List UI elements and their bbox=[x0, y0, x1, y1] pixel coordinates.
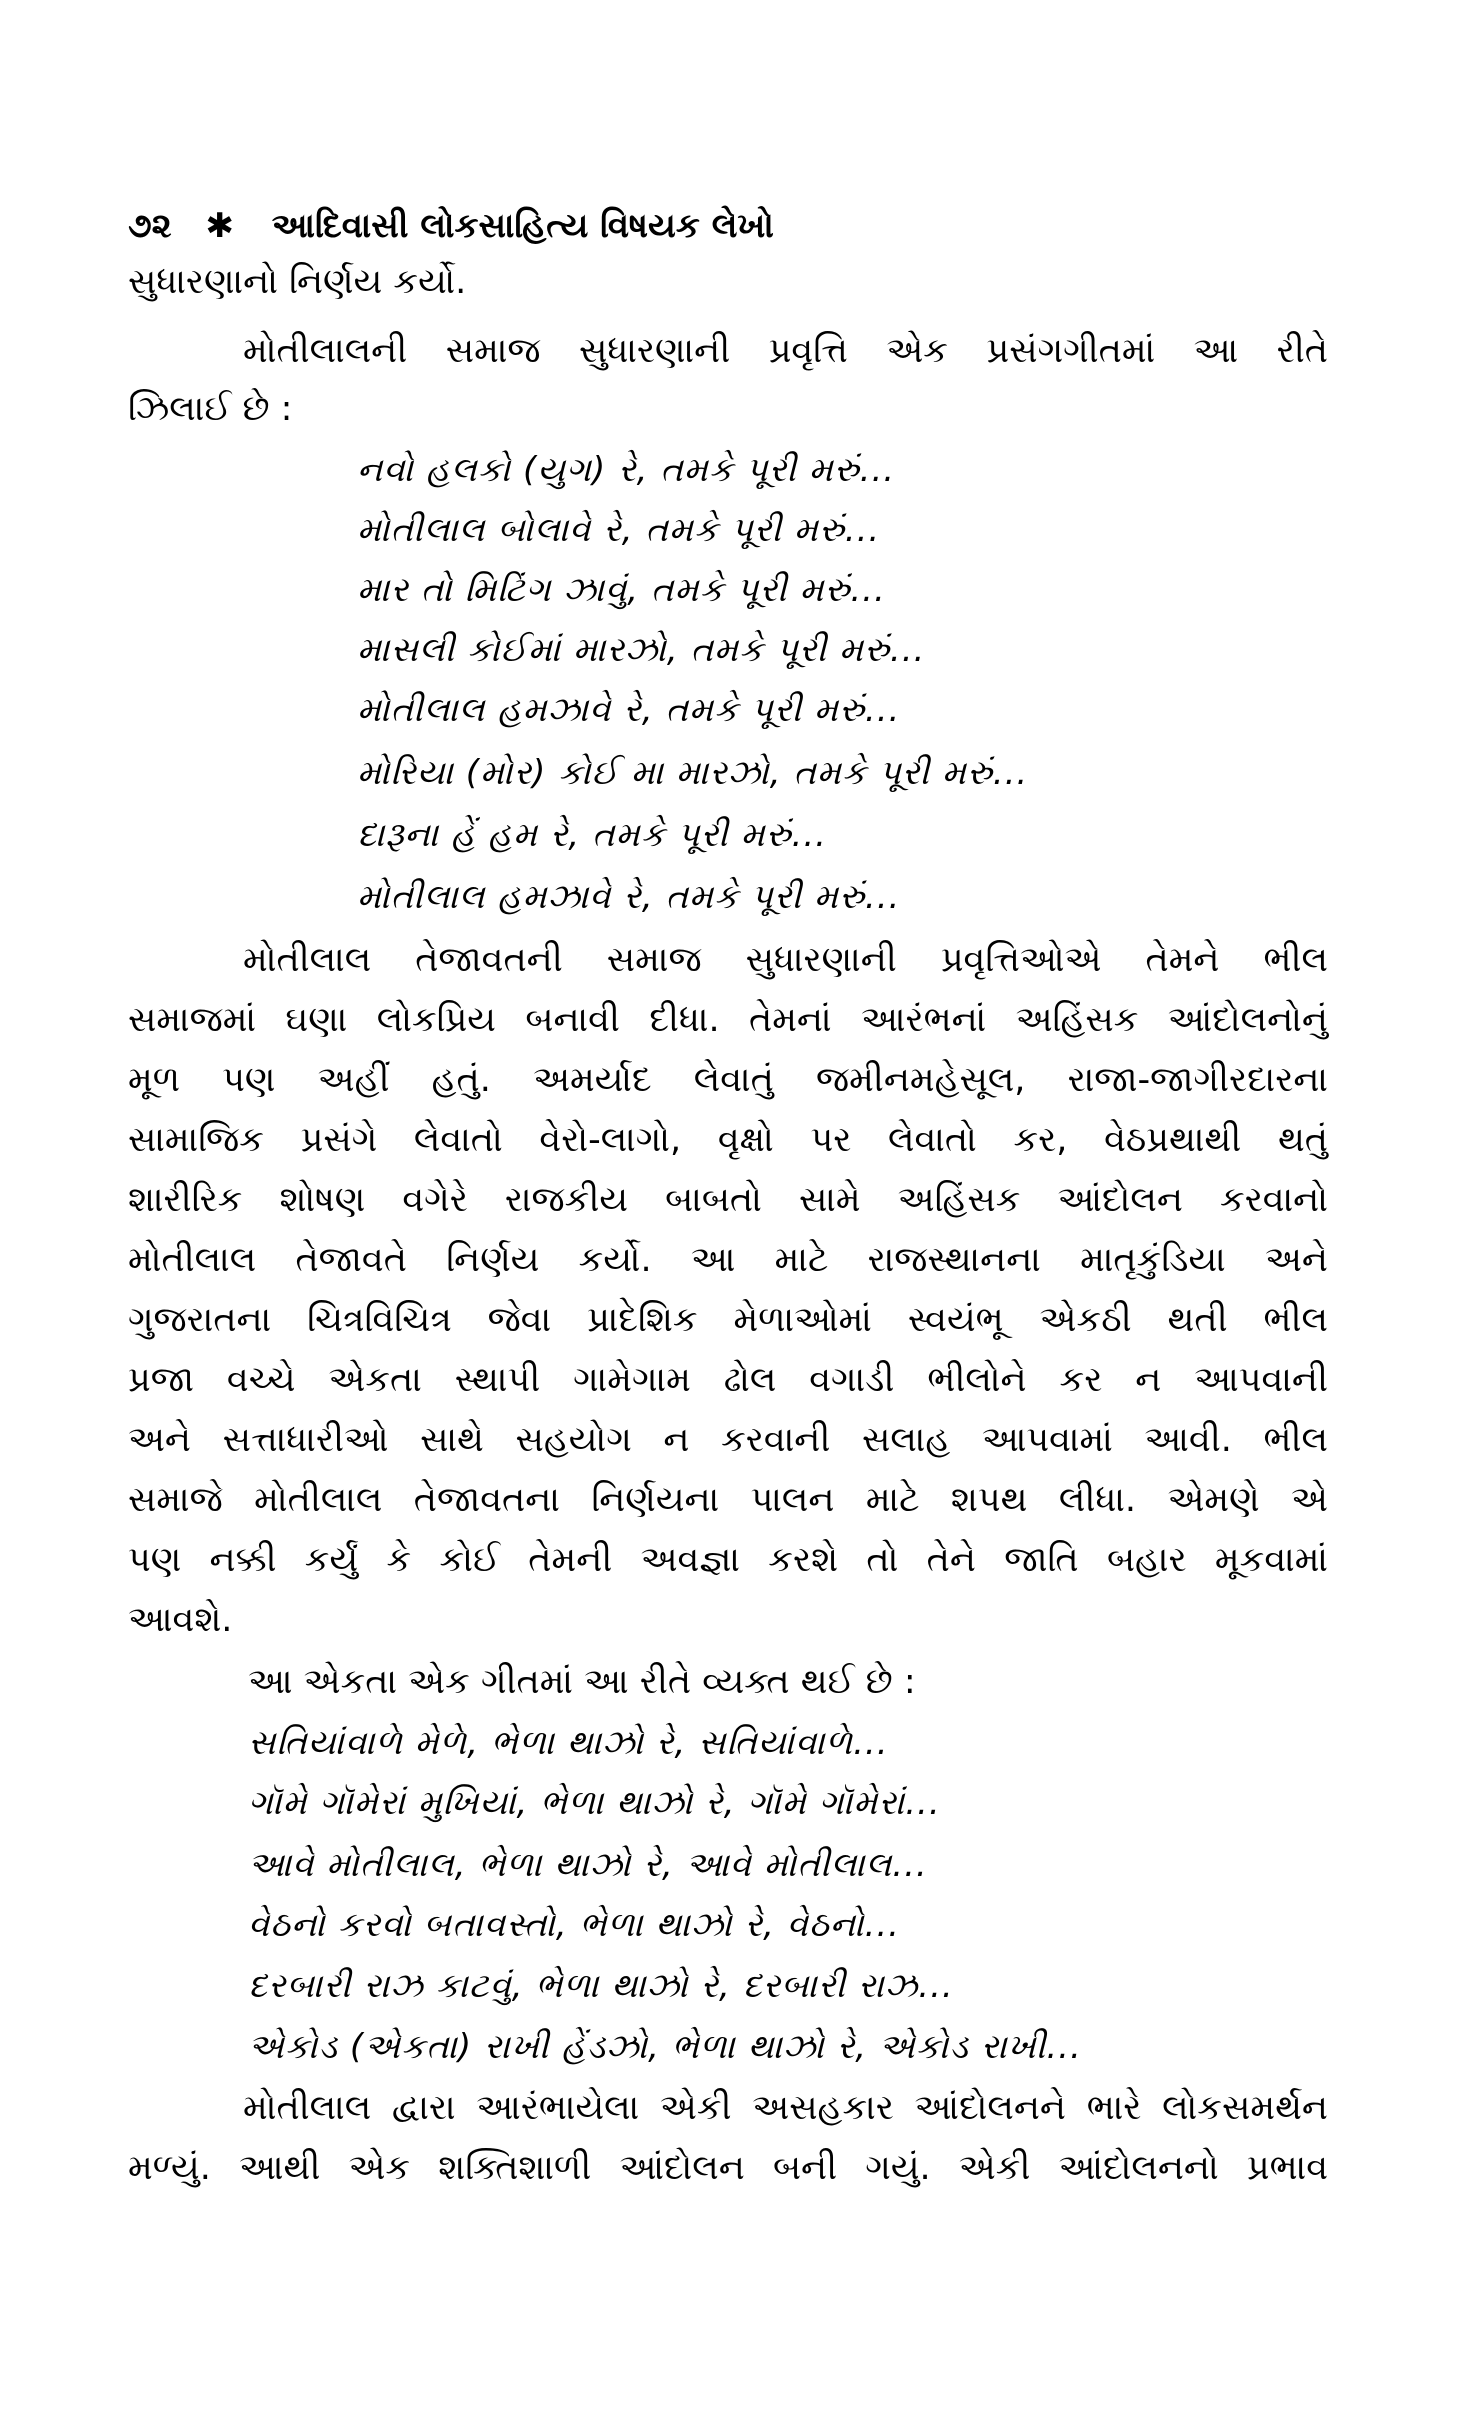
text-line: સમાજે મોતીલાલ તેજાવતના નિર્ણયના પાલન માટે શપથ લીધા. એમણે એ bbox=[128, 1480, 1328, 1520]
text-line: સુધારણાનો નિર્ણય કર્યો. bbox=[128, 262, 467, 302]
text-line: ઝિલાઈ છે : bbox=[128, 389, 293, 429]
song-line: વેઠનો કરવો બતાવસ્તો, ભેળા થાઝો રે, વેઠનો... bbox=[248, 1905, 900, 1945]
text-line: મોતીલાલ તેજાવતની સમાજ સુધારણાની પ્રવૃત્તિઓએ તેમને ભીલ bbox=[243, 940, 1328, 980]
text-line: સમાજમાં ઘણા લોકપ્રિય બનાવી દીધા. તેમનાં આરંભનાં અહિંસક આંદોલનોનું bbox=[128, 1000, 1328, 1040]
text-line: ગુજરાતના ચિત્રવિચિત્ર જેવા પ્રાદેશિક મેળાઓમાં સ્વયંભૂ એકઠી થતી ભીલ bbox=[128, 1300, 1328, 1340]
page-number: ૭૨ bbox=[128, 206, 172, 246]
song-line: નવો હલકો (યુગ) રે, તમકે પૂરી મરું... bbox=[357, 450, 896, 490]
song-line: મોતીલાલ હમઝાવે રે, તમકે પૂરી મરું... bbox=[357, 877, 901, 917]
song-line: મોતીલાલ હમઝાવે રે, તમકે પૂરી મરું... bbox=[357, 690, 901, 730]
text-line: મોતીલાલની સમાજ સુધારણાની પ્રવૃત્તિ એક પ્રસંગગીતમાં આ રીતે bbox=[243, 331, 1328, 371]
book-title: આદિવાસી લોકસાહિત્ય વિષયક લેખો bbox=[271, 206, 774, 246]
text-line: આ એકતા એક ગીતમાં આ રીતે વ્યક્ત થઈ છે : bbox=[248, 1662, 916, 1702]
text-line: પ્રજા વચ્ચે એકતા સ્થાપી ગામેગામ ઢોલ વગાડી ભીલોને કર ન આપવાની bbox=[128, 1360, 1328, 1400]
text-line: મોતીલાલ દ્વારા આરંભાયેલા એકી અસહકાર આંદોલનને ભારે લોકસમર્થન bbox=[243, 2088, 1328, 2128]
asterisk-ornament-icon: ✱ bbox=[205, 206, 234, 246]
song-line: માર તો મિટિંગ ઝાવું, તમકે પૂરી મરું... bbox=[357, 570, 886, 610]
song-line: ગૉમે ગૉમેરાં મુખિયાં, ભેળા થાઝો રે, ગૉમે ગૉમેરાં... bbox=[248, 1783, 941, 1823]
song-line: મોતીલાલ બોલાવે રે, તમકે પૂરી મરું... bbox=[357, 510, 881, 550]
text-line: સામાજિક પ્રસંગે લેવાતો વેરો-લાગો, વૃક્ષો પર લેવાતો કર, વેઠપ્રથાથી થતું bbox=[128, 1120, 1328, 1160]
song-line: આવે મોતીલાલ, ભેળા થાઝો રે, આવે મોતીલાલ... bbox=[248, 1845, 928, 1885]
text-line: પણ નક્કી કર્યું કે કોઈ તેમની અવજ્ઞા કરશે તો તેને જાતિ બહાર મૂકવામાં bbox=[128, 1540, 1328, 1580]
text-line: શારીરિક શોષણ વગેરે રાજકીય બાબતો સામે અહિંસક આંદોલન કરવાનો bbox=[128, 1180, 1328, 1220]
running-header bbox=[128, 206, 774, 246]
text-line: આવશે. bbox=[128, 1600, 233, 1640]
text-line: મોતીલાલ તેજાવતે નિર્ણય કર્યો. આ માટે રાજસ્થાનના માતૃકુંડિયા અને bbox=[128, 1240, 1328, 1280]
song-line: એકોડ (એકતા) રાખી હેંડઝો, ભેળા થાઝો રે, એકોડ રાખી... bbox=[248, 2027, 1082, 2067]
text-line: અને સત્તાધારીઓ સાથે સહયોગ ન કરવાની સલાહ આપવામાં આવી. ભીલ bbox=[128, 1420, 1328, 1460]
song-line: દરબારી રાઝ કાટવું, ભેળા થાઝો રે, દરબારી રાઝ... bbox=[248, 1966, 954, 2006]
text-line: મૂળ પણ અહીં હતું. અમર્યાદ લેવાતું જમીનમહેસૂલ, રાજા-જાગીરદારના bbox=[128, 1060, 1328, 1100]
song-line: સતિયાંવાળે મેળે, ભેળા થાઝો રે, સતિયાંવાળે... bbox=[248, 1723, 889, 1763]
text-line: મળ્યું. આથી એક શક્તિશાળી આંદોલન બની ગયું. એકી આંદોલનનો પ્રભાવ bbox=[128, 2148, 1328, 2188]
song-line: મોરિયા (મોર) કોઈ મા મારઝો, તમકે પૂરી મરું... bbox=[357, 753, 1029, 793]
song-line: દારૂના હેં હમ રે, તમકે પૂરી મરું... bbox=[357, 815, 827, 855]
song-line: માસલી કોઈમાં મારઝો, તમકે પૂરી મરું... bbox=[357, 630, 926, 670]
